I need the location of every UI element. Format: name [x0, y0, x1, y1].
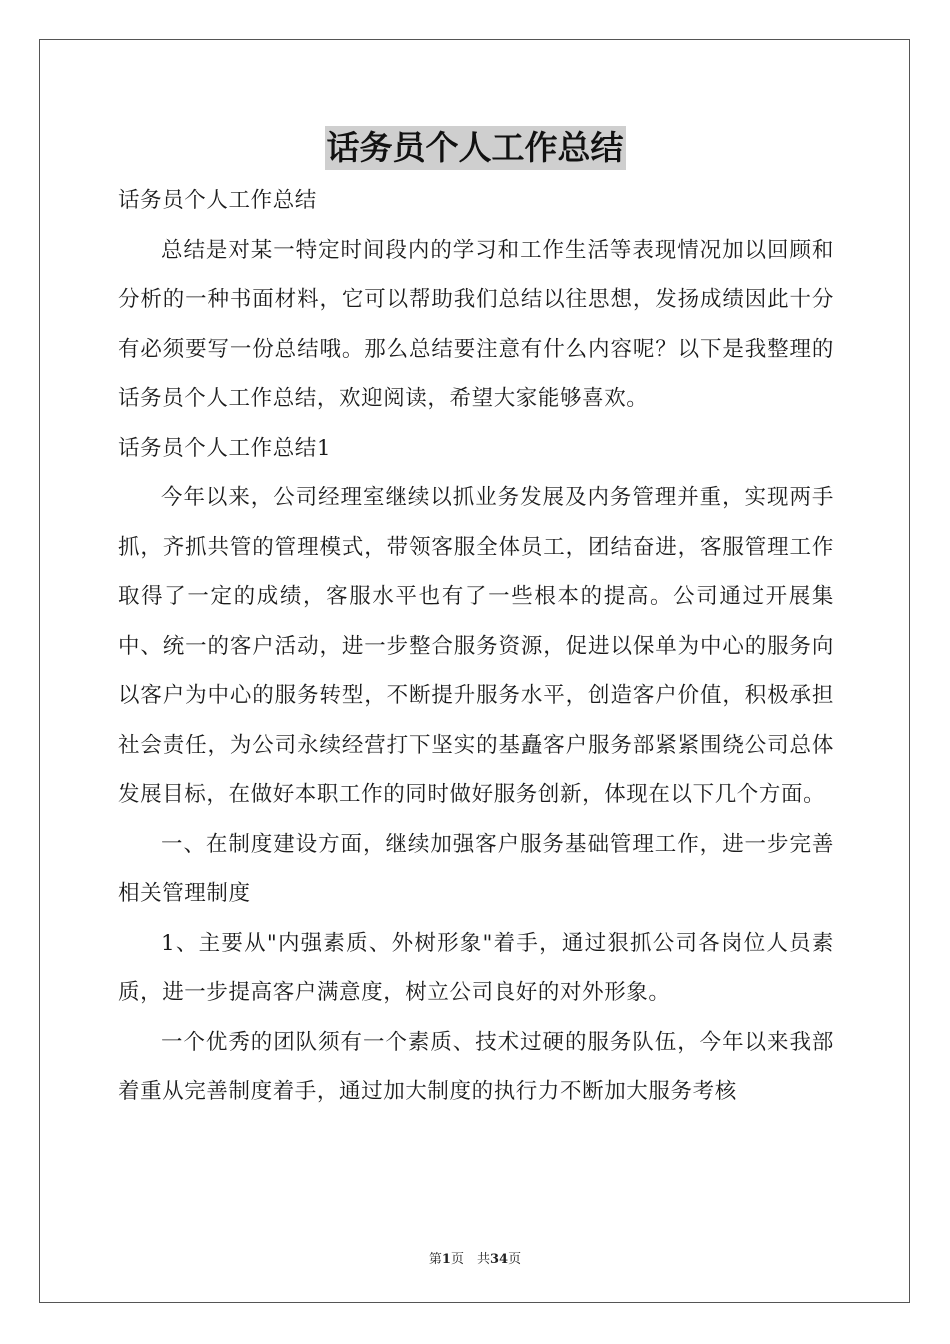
footer-page-number: 1: [441, 1252, 451, 1267]
page-footer: [0, 1248, 950, 1267]
paragraph-summary-1: 今年以来，公司经理室继续以抓业务发展及内务管理并重，实现两手抓，齐抓共管的管理模式，带领客服全体员工，团结奋进，客服管理工作取得了一定的成绩，客服水平也有了一些根本的提高。公司通过开展集中、统一的客户活动，进一步整合服务资源，促进以保单为中心的服务向以客户为中心的服务转型，不断提升服务水平，创造客户价值，积极承担社会责任，为公司永续经营打下坚实的基矗客户服务部紧紧围绕公司总体发展目标，在做好本职工作的同时做好服务创新，体现在以下几个方面。: [118, 485, 834, 807]
subheading-intro: 话务员个人工作总结: [118, 188, 317, 213]
title-container: [0, 126, 950, 170]
paragraph-section-1: 一、在制度建设方面，继续加强客户服务基础管理工作，进一步完善相关管理制度: [118, 831, 834, 906]
footer-page-suffix: 页: [508, 1252, 522, 1267]
document-body: [118, 176, 834, 1117]
document-title: 话务员个人工作总结: [325, 126, 626, 170]
paragraph-team: 一个优秀的团队须有一个素质、技术过硬的服务队伍，今年以来我部着重从完善制度着手，通过加大制度的执行力不断加大服务考核: [118, 1029, 834, 1104]
footer-page-mid: 页 共: [450, 1252, 490, 1267]
paragraph-intro: 总结是对某一特定时间段内的学习和工作生活等表现情况加以回顾和分析的一种书面材料，它可以帮助我们总结以往思想，发扬成绩因此十分有必须要写一份总结哦。那么总结要注意有什么内容呢？以下是我整理的话务员个人工作总结，欢迎阅读，希望大家能够喜欢。: [118, 237, 834, 411]
footer-page-prefix: 第: [428, 1252, 442, 1267]
subheading-summary-1: 话务员个人工作总结1: [118, 435, 332, 461]
paragraph-item-1: 1、主要从"内强素质、外树形象"着手，通过狠抓公司各岗位人员素质，进一步提高客户满意度，树立公司良好的对外形象。: [118, 930, 834, 1005]
footer-total-pages: 34: [489, 1252, 509, 1267]
